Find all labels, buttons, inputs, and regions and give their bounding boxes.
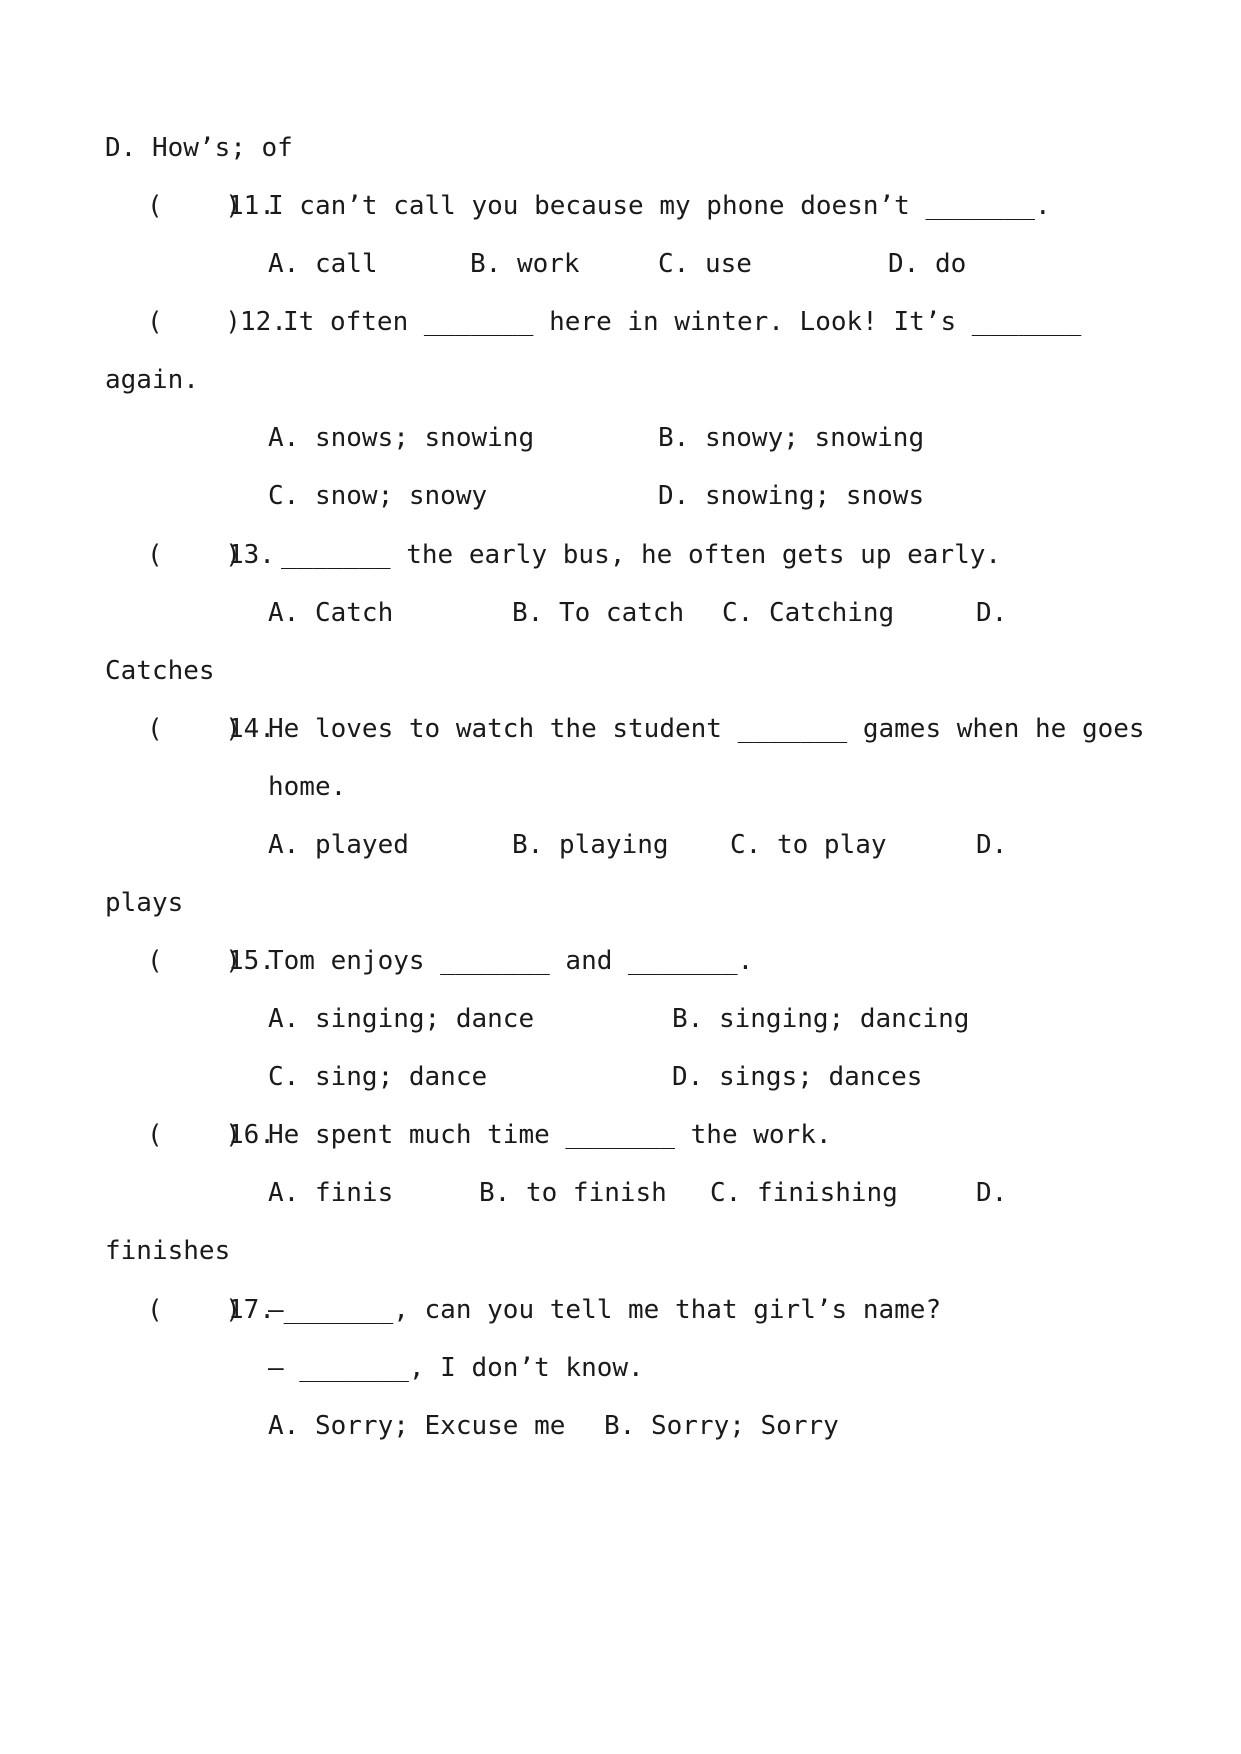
option-d-continuation: finishes (105, 1236, 231, 1266)
option-d: D. (976, 1178, 1008, 1208)
option-c: C. use (658, 249, 752, 279)
question-number: 14. (228, 714, 275, 744)
option-d: D. (976, 598, 1008, 628)
answer-blank-parentheses[interactable]: ( ) (147, 307, 241, 337)
answer-blank-parentheses[interactable]: ( ) (147, 1120, 241, 1150)
option-c: C. sing; dance (268, 1062, 488, 1092)
option-d: D. snowing; snows (658, 481, 925, 511)
option-b: B. singing; dancing (672, 1004, 970, 1034)
question-number: 16. (228, 1120, 275, 1150)
question-number: 13. (228, 540, 275, 570)
option-a: A. Sorry; Excuse me (268, 1411, 566, 1441)
option-a: A. snows; snowing (268, 423, 535, 453)
option-d: D. sings; dances (672, 1062, 923, 1092)
question-number: 12. (240, 307, 287, 337)
option-d: D. do (888, 249, 967, 279)
question-stem: —_______, can you tell me that girl’s name? (268, 1295, 942, 1325)
answer-blank-parentheses[interactable]: ( ) (147, 714, 241, 744)
question-stem-continuation: again. (105, 365, 199, 395)
option-c: C. Catching (722, 598, 895, 628)
question-stem: It often _______ here in winter. Look! It’s _______ (283, 307, 1082, 337)
answer-blank-parentheses[interactable]: ( ) (147, 946, 241, 976)
option-b: B. to finish (479, 1178, 667, 1208)
question-stem: Tom enjoys _______ and _______. (268, 946, 754, 976)
option-d-continuation: Catches (105, 656, 215, 686)
option-b: B. snowy; snowing (658, 423, 925, 453)
option-a: A. played (268, 830, 409, 860)
question-stem: He spent much time _______ the work. (268, 1120, 832, 1150)
option-b: B. Sorry; Sorry (604, 1411, 839, 1441)
question-number: 11. (228, 191, 275, 221)
option-c: C. to play (730, 830, 887, 860)
question-stem-line-2: — _______, I don’t know. (268, 1353, 644, 1383)
question-stem: He loves to watch the student _______ games when he goes (268, 714, 1145, 744)
prev-question-option-d: D. How’s; of (105, 133, 293, 163)
option-c: C. finishing (710, 1178, 898, 1208)
option-d-continuation: plays (105, 888, 184, 918)
question-stem: _______ the early bus, he often gets up early. (281, 540, 1002, 570)
question-stem-continuation: home. (268, 772, 347, 802)
question-stem: I can’t call you because my phone doesn’t _______. (268, 191, 1051, 221)
option-a: A. Catch (268, 598, 394, 628)
option-b: B. To catch (512, 598, 685, 628)
answer-blank-parentheses[interactable]: ( ) (147, 191, 241, 221)
option-b: B. work (470, 249, 580, 279)
answer-blank-parentheses[interactable]: ( ) (147, 540, 241, 570)
option-a: A. call (268, 249, 378, 279)
answer-blank-parentheses[interactable]: ( ) (147, 1295, 241, 1325)
option-c: C. snow; snowy (268, 481, 488, 511)
option-a: A. finis (268, 1178, 394, 1208)
option-b: B. playing (512, 830, 669, 860)
option-d: D. (976, 830, 1008, 860)
question-number: 17. (228, 1295, 275, 1325)
option-a: A. singing; dance (268, 1004, 535, 1034)
question-number: 15. (228, 946, 275, 976)
